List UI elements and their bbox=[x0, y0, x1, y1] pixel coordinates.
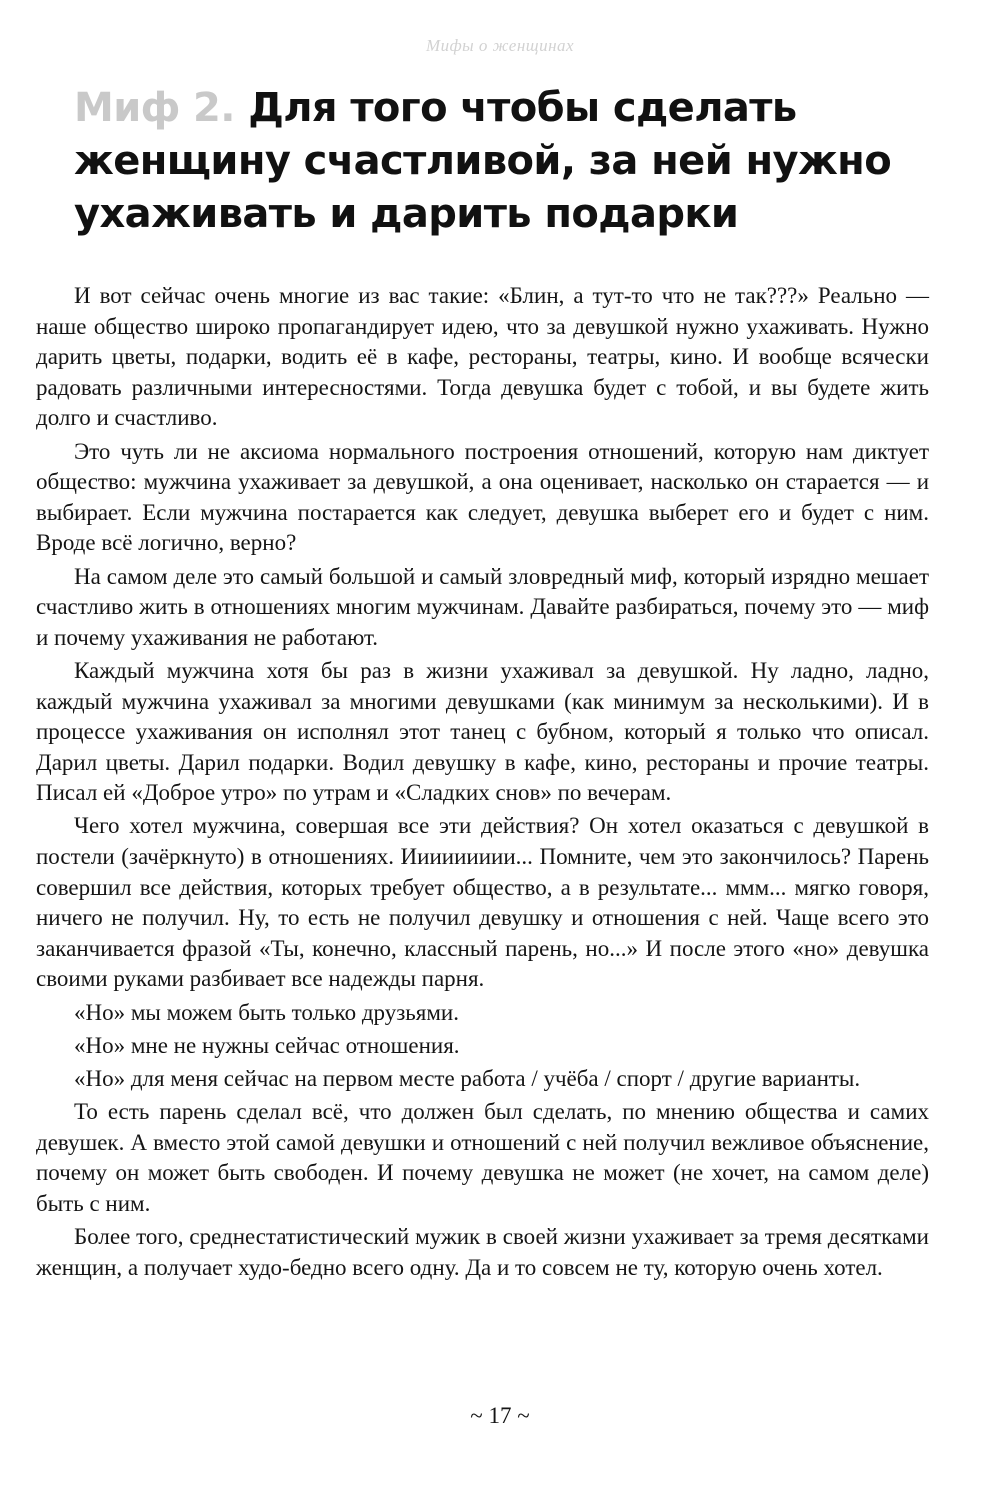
paragraph: Более того, среднестатистический мужик в своей жизни ухаживает за тремя десятками женщин, а получает худо-бедно всего одну. Да и то совсем не ту, которую очень хотел. bbox=[36, 1224, 929, 1280]
paragraph: На самом деле это самый большой и самый зловредный миф, который изрядно мешает счастливо жить в отношениях многим мужчинам. Давайте разбираться, почему это — миф и почему ухаживания не работают. bbox=[36, 563, 929, 650]
running-header: Мифы о женщинах bbox=[425, 36, 575, 55]
paragraph: Это чуть ли не аксиома нормального построения отношений, которую нам диктует общество: мужчина ухаживает за девушкой, а она оценивает, насколько он старается — и выбирает. Если мужчина постарается как следует, девушка выберет его и будет с ним. Вроде всё логично, верно? bbox=[36, 438, 929, 556]
paragraph: Каждый мужчина хотя бы раз в жизни ухаживал за девушкой. Ну ладно, ладно, каждый мужчина ухаживал за многими девушками (как минимум за несколькими). И в процессе ухаживания он исполнял этот танец с бубном, который я только что описал. Дарил цветы. Дарил подарки. Водил девушку в кафе, кино, рестораны и прочие театры. Писал ей «Доброе утро» по утрам и «Сладких снов» по вечерам. bbox=[36, 657, 929, 806]
paragraph: «Но» мы можем быть только друзьями. bbox=[74, 999, 459, 1025]
page-number: ~ 17 ~ bbox=[470, 1403, 530, 1428]
paragraph: «Но» мне не нужны сейчас отношения. bbox=[74, 1032, 460, 1058]
paragraph: «Но» для меня сейчас на первом месте работа / учёба / спорт / другие варианты. bbox=[74, 1066, 861, 1091]
paragraph: Чего хотел мужчина, совершая все эти действия? Он хотел оказаться с девушкой в постели (зачёркнуто) в отношениях. Иииииииии... Помните, чем это закончилось? Парень совершил все действия, которых требует общество, а в результате... ммм... мягко говоря, ничего не получил. Ну, то есть не получил девушку и отношения с ней. Чаще всего это заканчивается фразой «Ты, конечно, классный парень, но...» И после этого «но» девушка своими руками разбивает все надежды парня. bbox=[36, 813, 929, 992]
paragraph: И вот сейчас очень многие из вас такие: «Блин, а тут-то что не так???» Реально — наше общество широко пропагандирует идею, что за девушкой нужно ухаживать. Нужно дарить цветы, подарки, водить её в кафе, рестораны, театры, кино. И вообще всячески радовать различными интересностями. Тогда девушка будет с тобой, и вы будете жить долго и счастливо. bbox=[36, 283, 929, 431]
chapter-title-text: Для того чтобы сделать женщину счастливой, за ней нужно ухаживать и дарить подарки bbox=[74, 85, 892, 237]
chapter-title bbox=[74, 82, 954, 241]
body-text bbox=[36, 281, 929, 1286]
paragraph: То есть парень сделал всё, что должен был сделать, по мнению общества и самих девушек. А вместо этой самой девушки и отношений с ней получил вежливое объяснение, почему он может быть свободен. И почему девушка не может (не хочет, на самом деле) быть с ним. bbox=[36, 1099, 929, 1216]
myth-label: Миф 2. bbox=[74, 85, 235, 131]
